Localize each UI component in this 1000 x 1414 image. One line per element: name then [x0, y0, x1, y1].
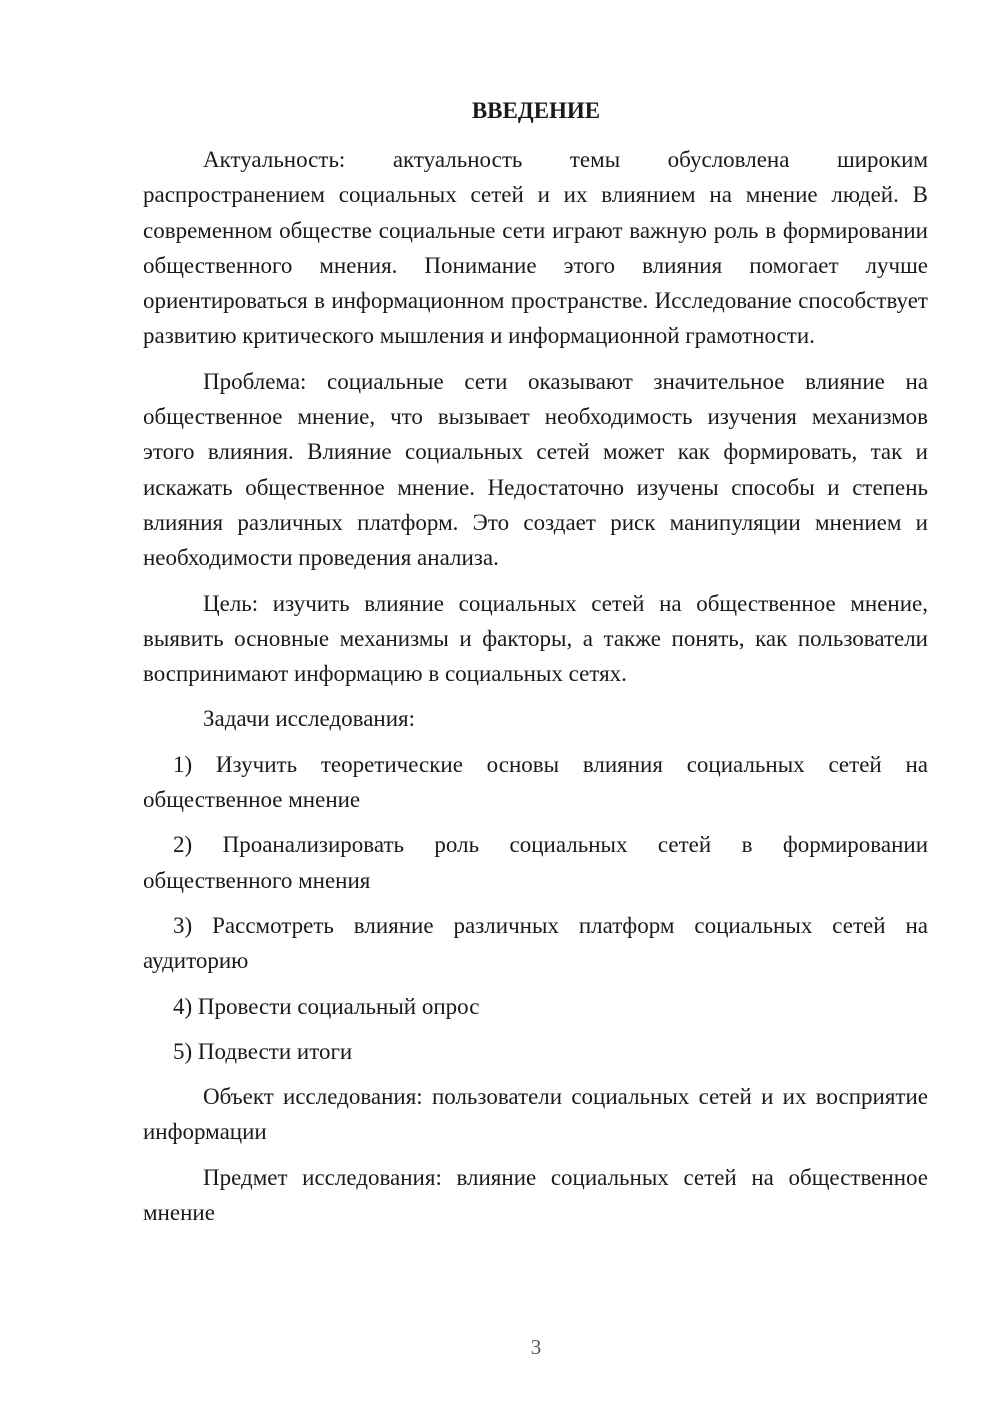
paragraph-object: Объект исследования: пользователи социальных сетей и их восприятие информации: [143, 1084, 928, 1145]
task-item: 1) Изучить теоретические основы влияния социальных сетей на общественное мнение: [143, 751, 928, 813]
task-item: 4) Провести социальный опрос: [173, 993, 480, 1019]
paragraph-subject: Предмет исследования: влияние социальных сетей на общественное мнение: [143, 1164, 928, 1226]
section-heading: ВВЕДЕНИЕ: [471, 98, 601, 123]
page-number: 3: [530, 1335, 542, 1359]
paragraph-problem: Проблема: социальные сети оказывают значительное влияние на общественное мнение, что вызывает необходимость изучения механизмов этого влияния. Влияние социальных сетей может как формировать, так и искажать общественное мнение. Недостаточно изучены способы и степень влияния различных платформ. Это создает риск манипуляции мнением и необходимости проведения анализа.: [143, 368, 928, 571]
task-item: 2) Проанализировать роль социальных сетей в формировании общественного мнения: [143, 832, 928, 893]
document-body: [143, 142, 928, 1240]
task-item: 5) Подвести итоги: [173, 1038, 353, 1064]
task-item: 3) Рассмотреть влияние различных платформ социальных сетей на аудиторию: [143, 912, 928, 974]
paragraph-relevance: Актуальность: актуальность темы обусловлена широким распространением социальных сетей и их влиянием на мнение людей. В современном обществе социальные сети играют важную роль в формировании общественного мнения. Понимание этого влияния помогает лучше ориентироваться в информационном пространстве. Исследование способствует развитию критического мышления и информационной грамотности.: [143, 147, 928, 349]
tasks-heading: Задачи исследования:: [203, 706, 416, 732]
paragraph-goal: Цель: изучить влияние социальных сетей на общественное мнение, выявить основные механизмы и факторы, а также понять, как пользователи воспринимают информацию в социальных сетях.: [143, 590, 928, 687]
